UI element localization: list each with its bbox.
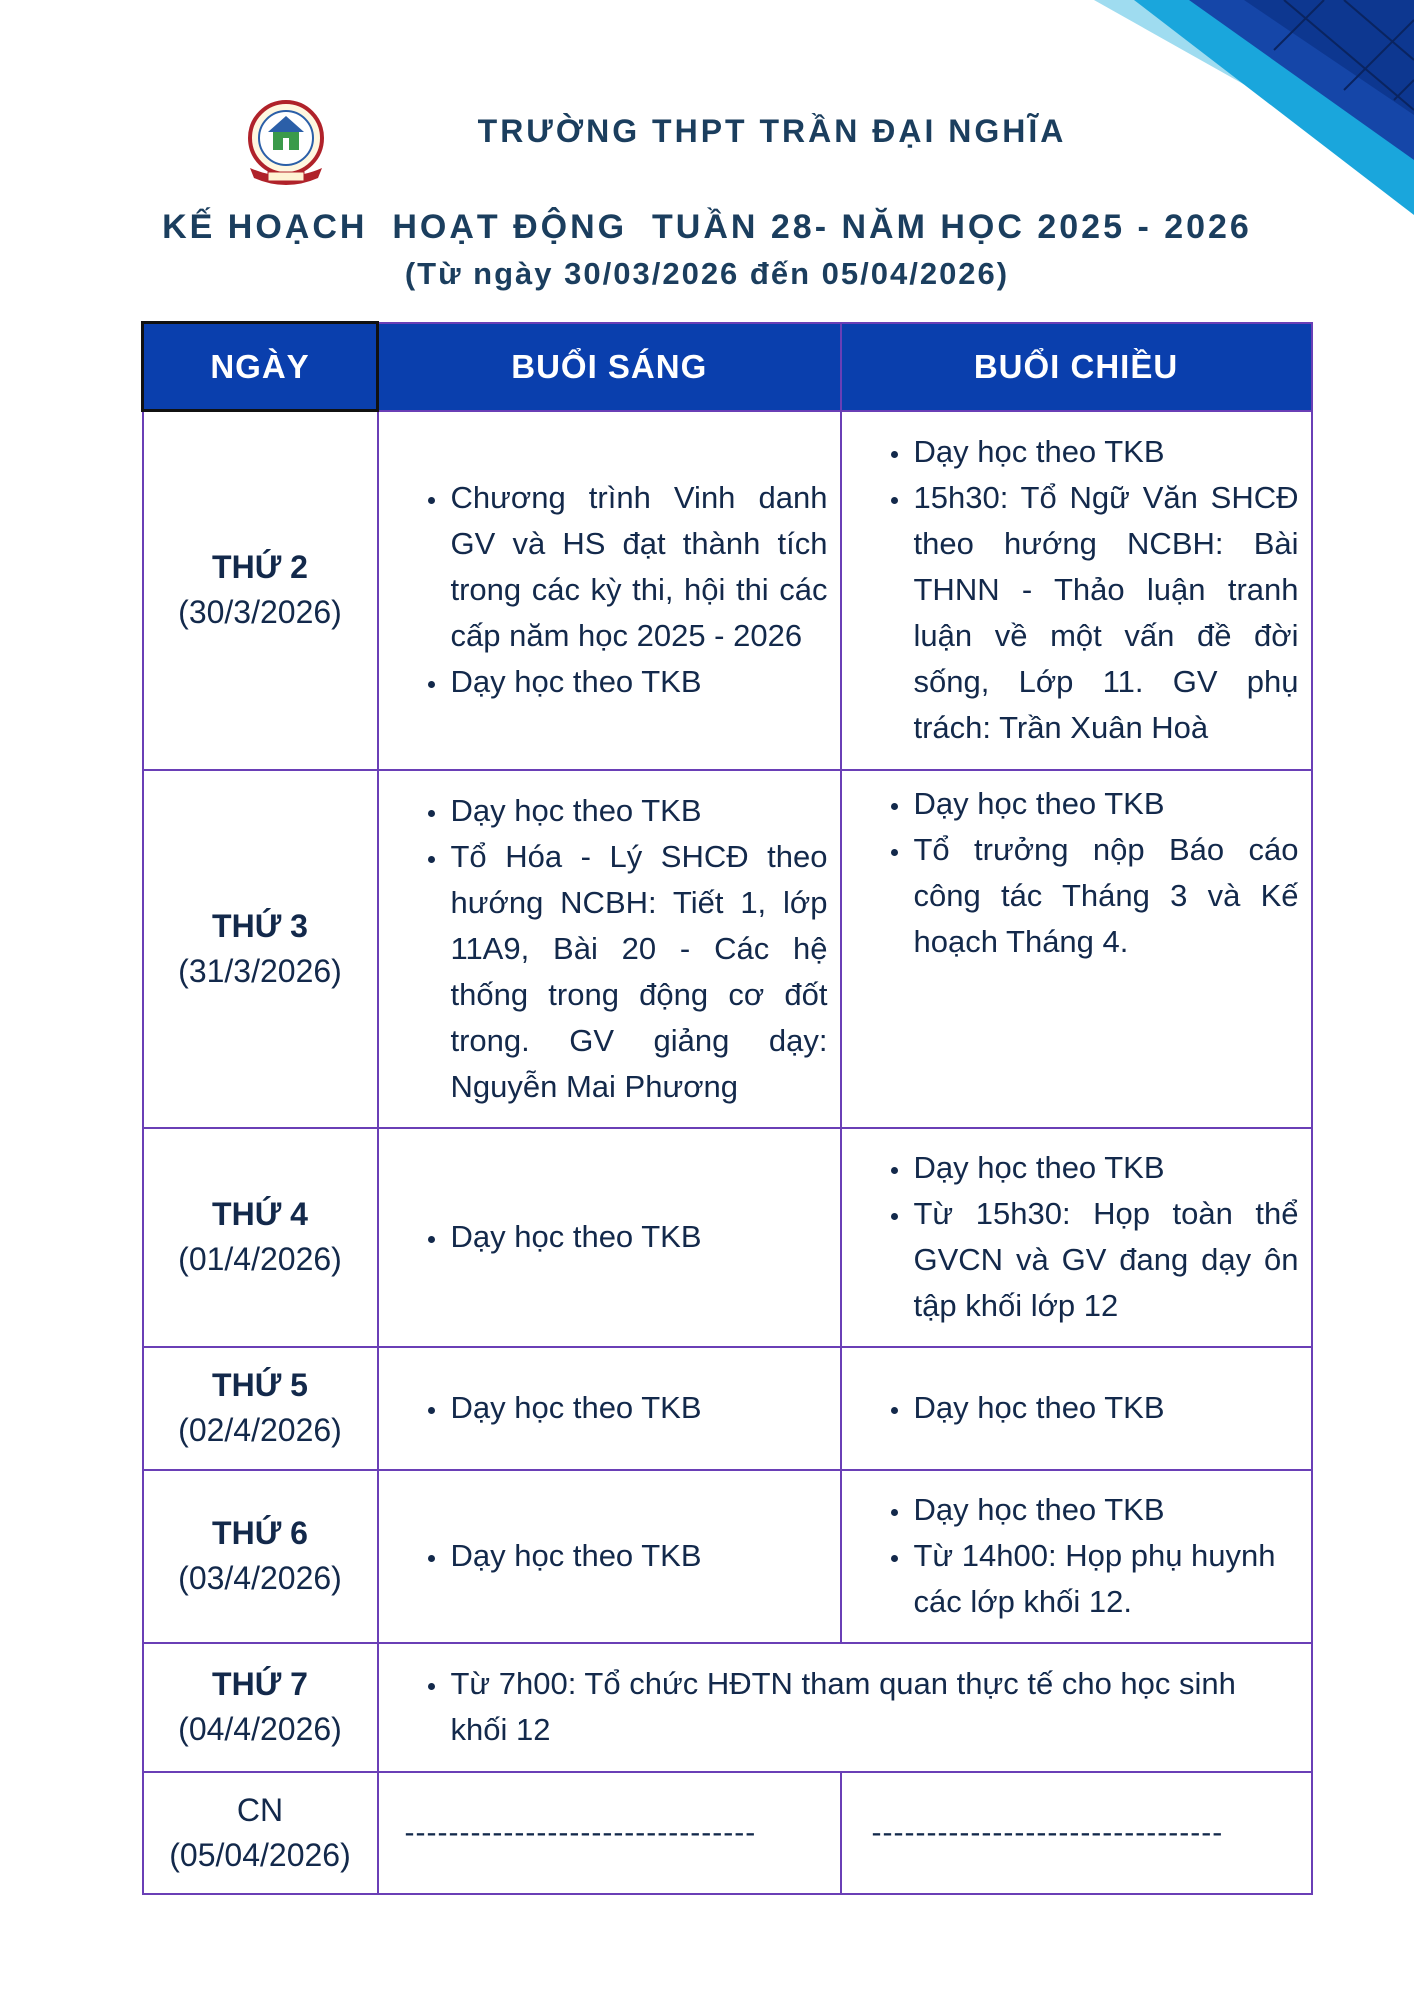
morning-cell xyxy=(378,1347,841,1470)
afternoon-cell xyxy=(841,1470,1312,1643)
day-date: (05/04/2026) xyxy=(169,1836,351,1873)
header-afternoon: BUỔI CHIỀU xyxy=(841,323,1312,411)
day-date: (01/4/2026) xyxy=(178,1241,342,1277)
list-item: • Dạy học theo TKB xyxy=(912,1385,1299,1431)
day-name: CN xyxy=(236,1791,284,1828)
date-range: (Từ ngày 30/03/2026 đến 05/04/2026) xyxy=(404,256,1010,291)
list-item: • 15h30: Tổ Ngữ Văn SHCĐ theo hướng NCBH: Bài THNN - Thảo luận tranh luận về một vấn đề đời sống, Lớp 11. GV phụ trách: Trần Xuân Hoà xyxy=(912,475,1299,751)
header-morning: BUỔI SÁNG xyxy=(378,323,841,411)
day-cell xyxy=(143,1347,378,1470)
day-cell xyxy=(143,411,378,770)
day-cell xyxy=(143,1772,378,1894)
afternoon-cell xyxy=(841,1128,1312,1347)
afternoon-cell xyxy=(841,1772,1312,1894)
table-header-row xyxy=(143,323,1312,411)
list-item: • Từ 15h30: Họp toàn thể GVCN và GV đang dạy ôn tập khối lớp 12 xyxy=(912,1191,1299,1329)
day-date: (04/4/2026) xyxy=(178,1711,342,1747)
day-cell xyxy=(143,1470,378,1643)
schedule-table xyxy=(141,321,1313,1895)
list-item: • Dạy học theo TKB xyxy=(449,1533,828,1579)
day-date: (31/3/2026) xyxy=(178,952,342,989)
day-date: (03/4/2026) xyxy=(178,1560,342,1596)
full-day-cell xyxy=(378,1643,1312,1772)
empty-placeholder: -------------------------------- xyxy=(404,1815,757,1849)
list-item: • Tổ trưởng nộp Báo cáo công tác Tháng 3 và Kế hoạch Tháng 4. xyxy=(912,827,1299,965)
table-row xyxy=(143,1347,1312,1470)
day-name: THỨ 7 xyxy=(212,1666,308,1702)
morning-cell xyxy=(378,1772,841,1894)
table-row xyxy=(143,770,1312,1128)
list-item: • Tổ Hóa - Lý SHCĐ theo hướng NCBH: Tiết 1, lớp 11A9, Bài 20 - Các hệ thống trong động cơ đốt trong. GV giảng dạy: Nguyễn Mai Phương xyxy=(449,834,828,1110)
day-date: (30/3/2026) xyxy=(178,594,342,631)
day-name: THỨ 4 xyxy=(212,1196,308,1232)
table-row xyxy=(143,1128,1312,1347)
list-item: • Từ 14h00: Họp phụ huynh các lớp khối 12. xyxy=(912,1533,1299,1625)
morning-cell xyxy=(378,770,841,1128)
list-item: • Dạy học theo TKB xyxy=(912,1487,1299,1533)
table-row xyxy=(143,1643,1312,1772)
day-cell xyxy=(143,1128,378,1347)
day-cell xyxy=(143,770,378,1128)
empty-placeholder: -------------------------------- xyxy=(871,1815,1224,1849)
list-item: • Dạy học theo TKB xyxy=(912,1145,1299,1191)
table-row xyxy=(143,1772,1312,1894)
list-item: • Chương trình Vinh danh GV và HS đạt thành tích trong các kỳ thi, hội thi các cấp năm học 2025 - 2026 xyxy=(449,475,828,659)
morning-cell xyxy=(378,1128,841,1347)
day-date: (02/4/2026) xyxy=(178,1412,342,1448)
school-name: TRƯỜNG THPT TRẦN ĐẠI NGHĨA xyxy=(477,113,1067,149)
table-row xyxy=(143,411,1312,770)
afternoon-cell xyxy=(841,770,1312,1128)
day-name: THỨ 6 xyxy=(212,1515,308,1551)
morning-cell xyxy=(378,411,841,770)
day-name: THỨ 2 xyxy=(212,549,308,586)
list-item: • Dạy học theo TKB xyxy=(912,781,1299,827)
list-item: • Dạy học theo TKB xyxy=(449,1385,828,1431)
day-name: THỨ 3 xyxy=(212,907,308,944)
day-cell xyxy=(143,1643,378,1772)
list-item: • Dạy học theo TKB xyxy=(449,659,828,705)
header-day: NGÀY xyxy=(143,323,378,411)
list-item: • Dạy học theo TKB xyxy=(449,788,828,834)
afternoon-cell xyxy=(841,411,1312,770)
afternoon-cell xyxy=(841,1347,1312,1470)
list-item: • Dạy học theo TKB xyxy=(912,429,1299,475)
list-item: • Dạy học theo TKB xyxy=(449,1214,828,1260)
day-name: THỨ 5 xyxy=(212,1367,308,1403)
plan-title: KẾ HOẠCH HOẠT ĐỘNG TUẦN 28- NĂM HỌC 2025 - 2026 xyxy=(162,208,1252,246)
morning-cell xyxy=(378,1470,841,1643)
table-row xyxy=(143,1470,1312,1643)
list-item: • Từ 7h00: Tổ chức HĐTN tham quan thực tế cho học sinh khối 12 xyxy=(449,1661,1299,1753)
